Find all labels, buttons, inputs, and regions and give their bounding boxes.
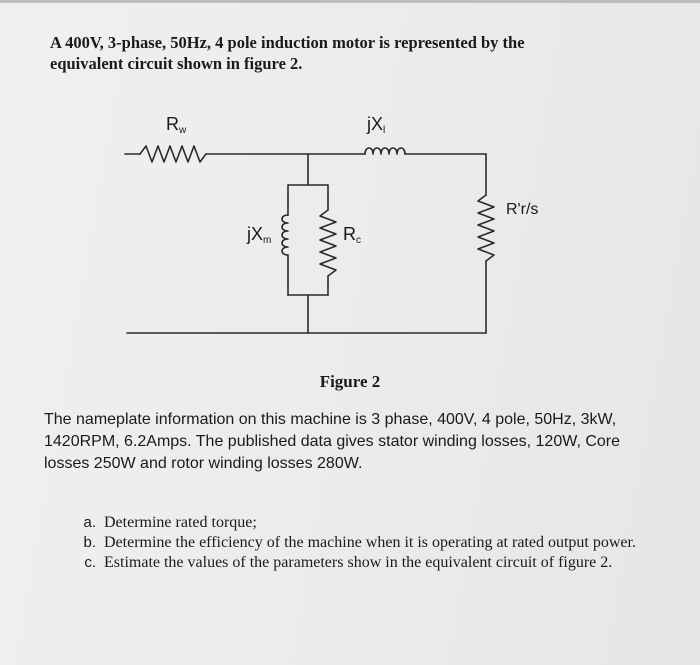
rr-label: R'r/s [506, 201, 539, 218]
jxl-label: $jX_l$ [367, 114, 386, 136]
jxl-inductor [365, 148, 405, 154]
question-item [72, 553, 672, 572]
nameplate-paragraph: The nameplate information on this machine is 3 phase, 400V, 4 pole, 50Hz, 3kW, 1420RPM, 6.2Amps. The published data gives stator winding losses, 120W, Core losses 250W and rotor winding losses 280W. [44, 411, 621, 472]
question-marker: b. [83, 534, 96, 551]
figure-caption: Figure 2 [319, 372, 381, 391]
question-text: Determine rated torque; [104, 514, 257, 531]
question-item [72, 513, 672, 532]
problem-statement: A 400V, 3-phase, 50Hz, 4 pole induction motor is represented by the equivalent circuit shown in figure 2. [50, 33, 525, 73]
question-list [72, 513, 672, 573]
question-item [72, 533, 672, 552]
rr-resistor [478, 195, 494, 261]
question-marker: c. [84, 554, 96, 571]
rc-resistor [320, 210, 336, 276]
jxm-label: $jX_m$ [247, 224, 272, 246]
rc-label: $R_c$ [343, 224, 361, 246]
question-text: Estimate the values of the parameters show in the equivalent circuit of figure 2. [104, 554, 613, 571]
question-marker: a. [83, 514, 96, 531]
question-text: Determine the efficiency of the machine when it is operating at rated output power. [104, 534, 636, 551]
rw-resistor [140, 146, 206, 162]
rw-label: $R_w$ [166, 114, 187, 136]
jxm-inductor [282, 215, 288, 255]
